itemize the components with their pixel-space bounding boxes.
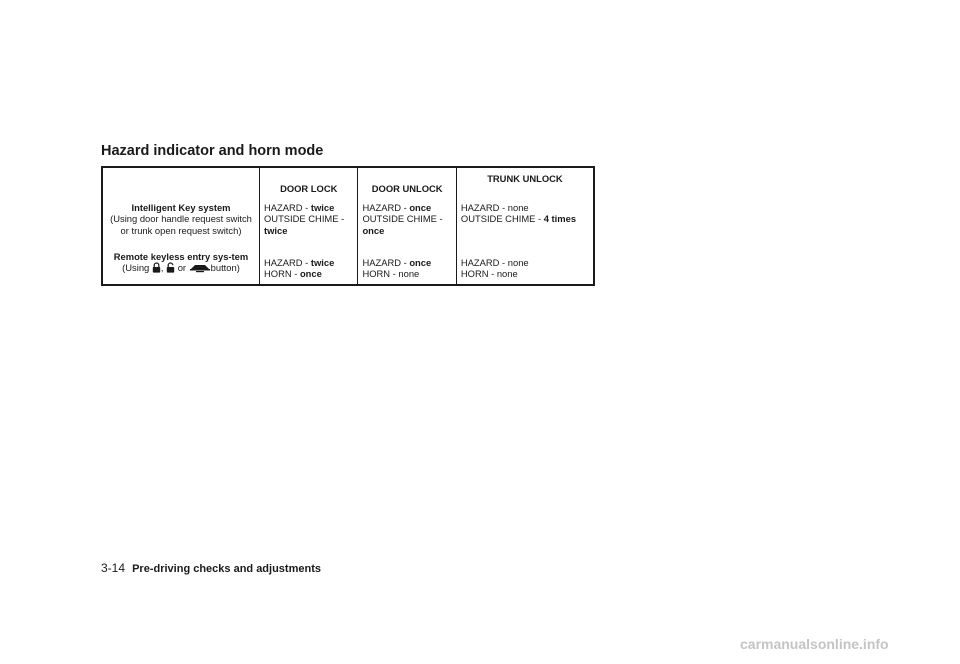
sub-text: button) [210, 262, 240, 274]
cell-unlock-remote [358, 246, 456, 285]
cell-text: HAZARD - none [460, 202, 529, 213]
cell-text: HAZARD - none [460, 257, 529, 268]
row-title: Remote keyless entry sys-tem [113, 251, 249, 262]
cell-trunk-remote [456, 246, 594, 285]
cell-text: OUTSIDE CHIME - [460, 213, 544, 225]
cell-text: OUTSIDE CHIME - [362, 213, 443, 225]
table-row [102, 246, 594, 285]
row-subtitle [107, 262, 255, 273]
cell-text: OUTSIDE CHIME - [264, 213, 345, 225]
cell-value: twice [310, 257, 335, 268]
header-empty [102, 167, 260, 195]
unlock-icon [166, 262, 175, 273]
cell-value: once [409, 257, 432, 268]
page-heading: Hazard indicator and horn mode [101, 143, 324, 159]
trunk-icon [189, 262, 211, 273]
cell-value: twice [264, 224, 288, 236]
cell-trunk-ikey [456, 195, 594, 246]
lock-icon [152, 262, 161, 273]
cell-text: HORN - none [460, 268, 518, 280]
header-trunk-unlock: TRUNK UNLOCK [456, 167, 594, 195]
cell-text: HAZARD - [362, 257, 410, 268]
cell-unlock-ikey [358, 195, 456, 246]
cell-value: 4 times [543, 213, 577, 225]
header-door-unlock: DOOR UNLOCK [358, 167, 456, 195]
row-label-remote-keyless [102, 246, 260, 285]
header-door-lock: DOOR LOCK [260, 167, 358, 195]
hazard-horn-table [101, 166, 595, 286]
section-title: Pre-driving checks and adjustments [132, 563, 321, 575]
cell-lock-remote [260, 246, 358, 285]
table-header-row [102, 167, 594, 195]
cell-lock-ikey [260, 195, 358, 246]
table-row [102, 195, 594, 246]
cell-value: once [409, 202, 432, 213]
sub-text: , [160, 262, 164, 274]
watermark: carmanualsonline.info [740, 636, 889, 652]
cell-text: HAZARD - [264, 202, 311, 213]
row-title: Intelligent Key system [131, 202, 231, 213]
cell-text: HORN - none [362, 268, 420, 280]
cell-text: HAZARD - [362, 202, 410, 213]
sub-text: or [177, 262, 187, 274]
cell-value: once [362, 224, 385, 236]
page-footer [101, 561, 321, 575]
row-label-intelligent-key [102, 195, 260, 246]
row-subtitle: (Using door handle request switch or trunk open request switch) [110, 213, 252, 236]
sub-text: (Using [122, 262, 150, 274]
cell-text: HORN - [264, 268, 300, 280]
cell-text: HAZARD - [264, 257, 311, 268]
cell-value: once [299, 268, 322, 280]
cell-value: twice [310, 202, 335, 213]
page-number: 3-14 [101, 561, 126, 575]
